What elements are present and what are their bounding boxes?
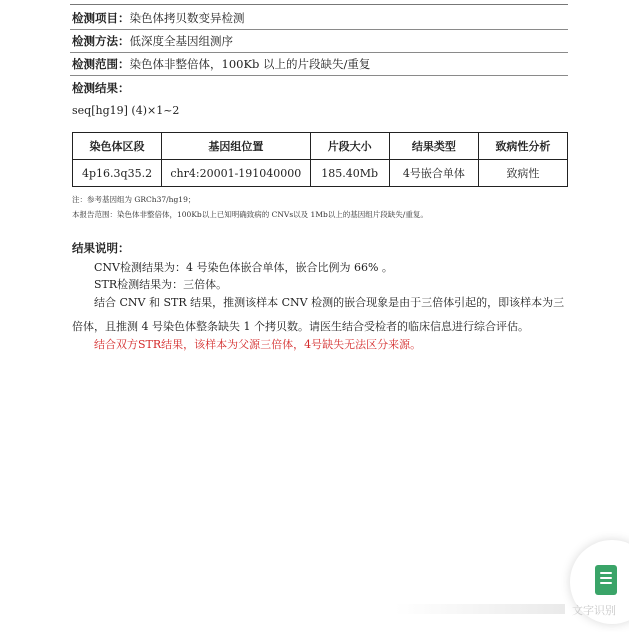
- karyotype-code: seq[hg19] (4)×1~2: [72, 104, 180, 117]
- cnv-result-text: CNV检测结果为：4 号染色体嵌合单体，嵌合比例为 66% 。: [94, 261, 393, 274]
- table-cell: 致病性: [478, 160, 567, 187]
- divider: [70, 52, 568, 53]
- bottom-fade: [395, 604, 565, 614]
- table-row: [73, 160, 568, 187]
- table-cell: 4号嵌合单体: [389, 160, 478, 187]
- column-header: 基因组位置: [162, 133, 311, 160]
- table-cell: chr4:20001-191040000: [162, 160, 311, 187]
- meta-test-method-key: 检测方法：: [72, 34, 130, 48]
- meta-test-item-key: 检测项目：: [72, 11, 130, 25]
- result-section-title: 检测结果：: [72, 81, 130, 95]
- table-cell: 4p16.3q35.2: [73, 160, 162, 187]
- meta-test-method: [72, 33, 233, 49]
- str-result-text: STR检测结果为：三倍体。: [94, 278, 228, 291]
- table-header-row: [73, 133, 568, 160]
- document-icon: [595, 565, 617, 595]
- top-rule: [70, 4, 568, 5]
- meta-test-scope-key: 检测范围：: [72, 57, 130, 71]
- column-header: 片段大小: [310, 133, 389, 160]
- column-header: 染色体区段: [73, 133, 162, 160]
- scope-note: 本报告范围：染色体非整倍体，100Kb以上已知明确致病的 CNVs以及 1Mb以上的基因组片段缺失/重复。: [72, 210, 428, 219]
- meta-test-scope-value: 染色体非整倍体，100Kb 以上的片段缺失/重复: [129, 57, 371, 71]
- meta-test-item-value: 染色体拷贝数变异检测: [129, 11, 245, 25]
- column-header: 致病性分析: [478, 133, 567, 160]
- ocr-label: 文字识别: [572, 604, 616, 617]
- divider: [70, 29, 568, 30]
- meta-test-method-value: 低深度全基因组测序: [129, 34, 233, 48]
- meta-test-item: [72, 10, 245, 26]
- explanation-title: 结果说明：: [72, 241, 130, 255]
- result-table: [72, 132, 568, 187]
- reference-note: 注：参考基因组为 GRCh37/hg19；: [72, 195, 196, 204]
- divider: [70, 75, 568, 76]
- combined-analysis-text: 结合 CNV 和 STR 结果，推测该样本 CNV 检测的嵌合现象是由于三倍体引起的，即该样本为三倍体，且推测 4 号染色体整条缺失 1 个拷贝数。请医生结合受检者的临床信息进行综合评估。: [72, 296, 565, 333]
- column-header: 结果类型: [389, 133, 478, 160]
- meta-test-scope: [72, 56, 370, 72]
- table-cell: 185.40Mb: [310, 160, 389, 187]
- conclusion-text: 结合双方STR结果，该样本为父源三倍体，4号缺失无法区分来源。: [94, 338, 422, 351]
